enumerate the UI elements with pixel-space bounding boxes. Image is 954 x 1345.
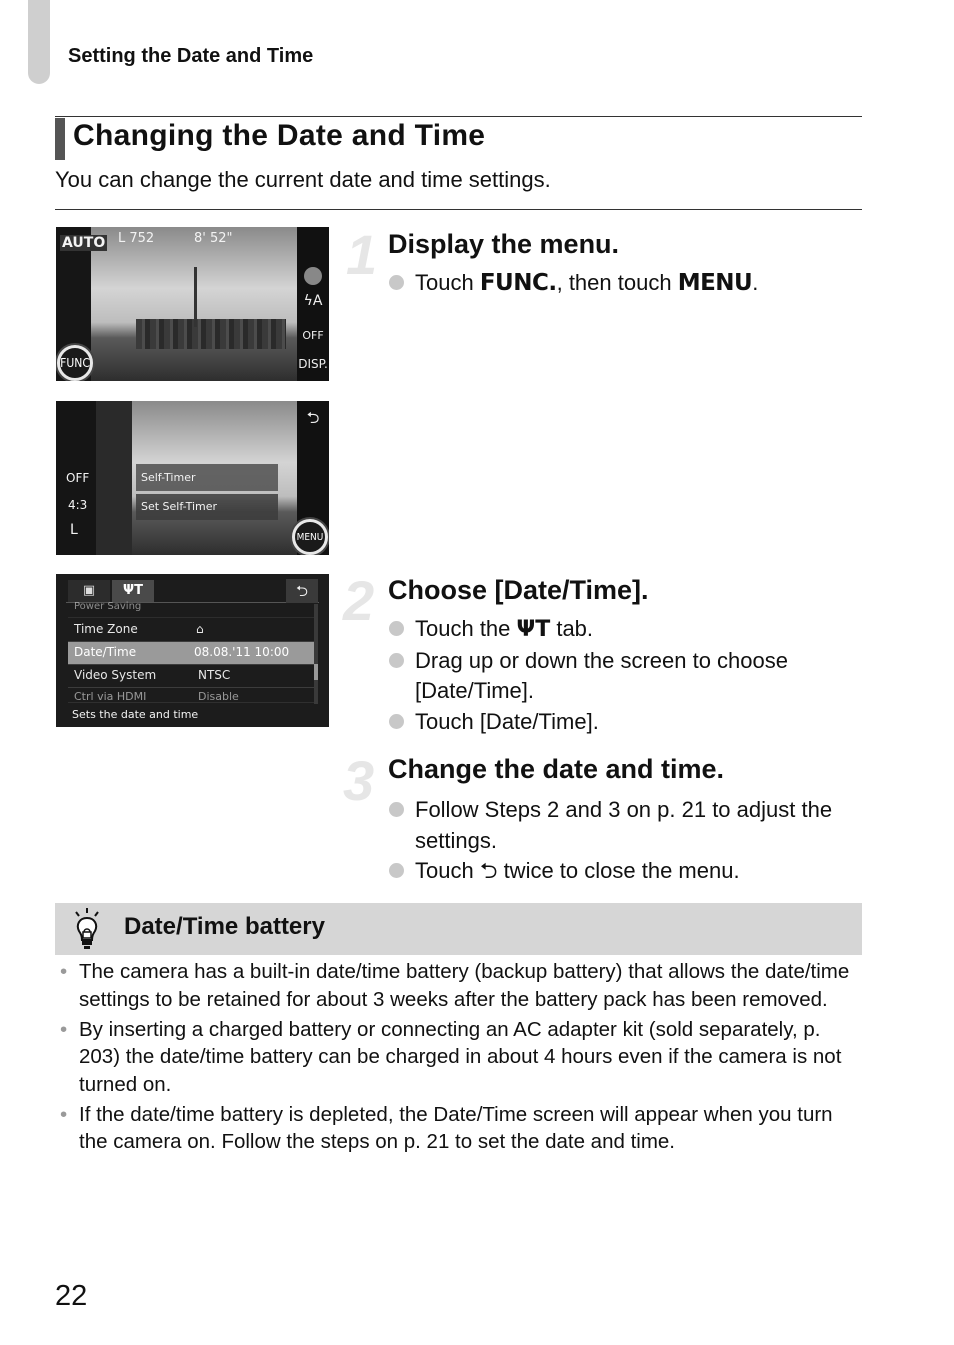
step-bullet: Touch FUNC., then touch MENU. bbox=[388, 268, 758, 299]
back-arrow-icon[interactable]: ⮌ bbox=[286, 579, 318, 603]
camera-tab-icon[interactable]: ▣ bbox=[68, 580, 110, 602]
note-item: • The camera has a built-in date/time battery (backup battery) that allows the date/time settings to be retained for about 3 weeks after the battery pack has been removed. bbox=[55, 958, 862, 1013]
scroll-bar[interactable] bbox=[314, 604, 318, 704]
settings-menu-image bbox=[56, 574, 329, 727]
note-item: • By inserting a charged battery or connecting an AC adapter kit (sold separately, p. 203) the date/time battery can be charged in about 4 hours even if the camera is not turned on. bbox=[55, 1016, 862, 1099]
step-bullets bbox=[388, 614, 858, 737]
off-icon[interactable]: OFF bbox=[302, 329, 324, 342]
step-number: 2 bbox=[343, 569, 375, 632]
menu-item-self-timer[interactable]: Self-Timer bbox=[141, 471, 196, 484]
wrench-icon: ΨT bbox=[516, 617, 551, 642]
mode-indicator: AUTO bbox=[62, 235, 106, 251]
shooting-right-strip bbox=[297, 227, 329, 381]
func-button[interactable]: FUNC bbox=[57, 345, 93, 381]
page-number: 22 bbox=[55, 1280, 88, 1312]
back-arrow-icon[interactable]: ⮌ bbox=[306, 408, 320, 427]
note-title: Date/Time battery bbox=[124, 913, 325, 940]
shooting-screen-image bbox=[56, 227, 329, 381]
step-title: Choose [Date/Time]. bbox=[388, 575, 649, 605]
aspect-ratio-label[interactable]: 4:3 bbox=[68, 498, 88, 512]
settings-row[interactable]: Power Saving bbox=[68, 601, 314, 618]
settings-row[interactable]: Time Zone ⌂ bbox=[68, 619, 314, 642]
section-title-block bbox=[55, 116, 862, 160]
section-title-bar bbox=[55, 118, 65, 160]
section-divider bbox=[55, 209, 862, 210]
settings-tab-icon[interactable]: ΨT bbox=[112, 580, 154, 602]
step-bullets bbox=[388, 795, 862, 888]
chapter-side-tab bbox=[28, 0, 50, 84]
lightbulb-icon bbox=[71, 907, 103, 951]
menu-button[interactable]: MENU bbox=[292, 519, 328, 555]
settings-help-text: Sets the date and time bbox=[72, 708, 199, 721]
step-number: 1 bbox=[346, 223, 378, 286]
shutter-circle-icon[interactable] bbox=[304, 267, 322, 285]
step-bullet: Follow Steps 2 and 3 on p. 21 to adjust the settings. bbox=[388, 795, 862, 856]
section-intro: You can change the current date and time settings. bbox=[55, 167, 551, 192]
step-bullet: Drag up or down the screen to choose [Date/Time]. bbox=[388, 646, 858, 707]
note-item: • If the date/time battery is depleted, the Date/Time screen will appear when you turn the camera on. Follow the steps on p. 21 to set the date and time. bbox=[55, 1101, 862, 1156]
back-arrow-icon: ⮌ bbox=[479, 859, 498, 884]
settings-row-selected[interactable]: Date/Time 08.08.'11 10:00 bbox=[68, 642, 314, 665]
step-bullets bbox=[388, 268, 758, 299]
disp-button[interactable]: DISP. bbox=[298, 357, 328, 371]
running-header: Setting the Date and Time bbox=[68, 45, 314, 67]
step-number: 3 bbox=[343, 749, 375, 812]
flash-icon[interactable]: ϟA bbox=[303, 293, 323, 309]
shots-remaining: L 752 bbox=[118, 231, 155, 246]
step-bullet: Touch [Date/Time]. bbox=[388, 707, 858, 738]
func-menu-image bbox=[56, 401, 329, 555]
step-title: Change the date and time. bbox=[388, 754, 725, 784]
menu-symbol: MENU bbox=[677, 270, 753, 296]
section-title: Changing the Date and Time bbox=[73, 119, 486, 152]
step-title: Display the menu. bbox=[388, 229, 620, 259]
step-bullet: Touch the ΨT tab. bbox=[388, 614, 858, 646]
func-symbol: FUNC. bbox=[479, 270, 557, 296]
recording-time: 8' 52" bbox=[194, 231, 233, 246]
note-list bbox=[55, 958, 862, 1158]
step-bullet: Touch ⮌ twice to close the menu. bbox=[388, 856, 862, 888]
image-size-label[interactable]: L bbox=[70, 522, 78, 538]
settings-row[interactable]: Ctrl via HDMI Disable bbox=[68, 688, 314, 703]
settings-row[interactable]: Video System NTSC bbox=[68, 665, 314, 688]
self-timer-off-icon[interactable]: OFF bbox=[66, 471, 90, 485]
menu-item-set-self-timer[interactable]: Set Self-Timer bbox=[141, 500, 218, 513]
